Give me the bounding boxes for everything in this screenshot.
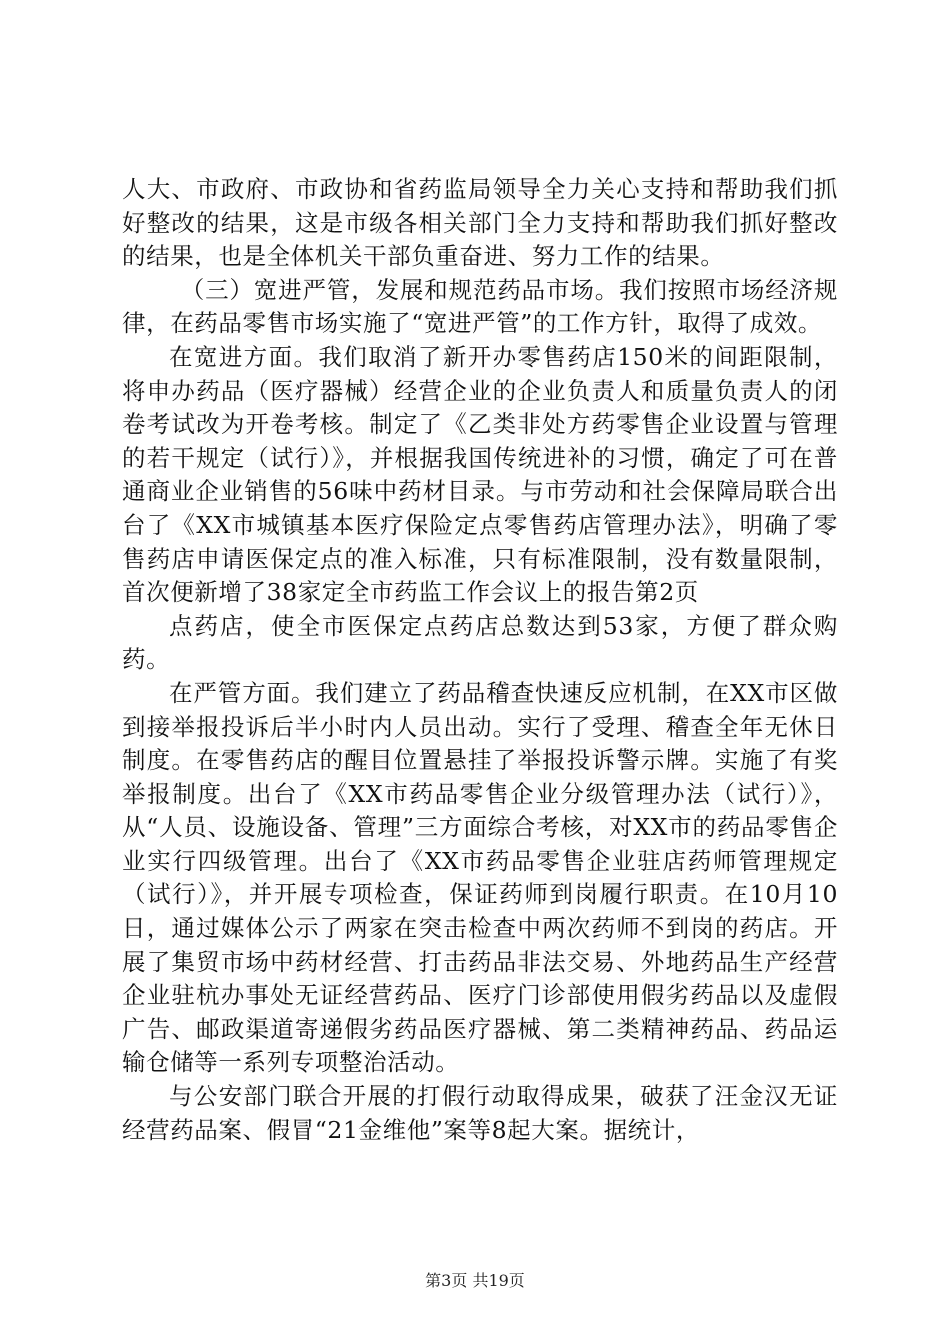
paragraph-pharmacy-total: 点药店，使全市医保定点药店总数达到53家，方便了群众购药。 xyxy=(122,611,838,674)
page-footer: 第3页 共19页 xyxy=(425,1271,525,1290)
paragraph-police-joint-action: 与公安部门联合开展的打假行动取得成果，破获了汪金汉无证经营药品案、假冒“21金维他”案等8起大案。据统计， xyxy=(122,1082,838,1144)
paragraph-section-three: （三）宽进严管，发展和规范药品市场。我们按照市场经济规律，在药品零售市场实施了“宽进严管”的工作方针，取得了成效。 xyxy=(122,275,838,338)
paragraph-loose-entry: 在宽进方面。我们取消了新开办零售药店150米的间距限制，将申办药品（医疗器械）经营企业的企业负责人和质量负责人的闭卷考试改为开卷考核。制定了《乙类非处方药零售企业设置与管理的若干规定（试行）》，并根据我国传统进补的习惯，确定了可在普通商业企业销售的56味中药材目录。与市劳动和社会保障局联合出台了《XX市城镇基本医疗保险定点零售药店管理办法》，明确了零售药店申请医保定点的准入标准，只有标准限制，没有数量限制，首次便新增了38家定全市药监工作会议上的报告第2页 xyxy=(122,342,838,607)
paragraph-continuation: 人大、市政府、市政协和省药监局领导全力关心支持和帮助我们抓好整改的结果，这是市级各相关部门全力支持和帮助我们抓好整改的结果，也是全体机关干部负重奋进、努力工作的结果。 xyxy=(122,175,838,271)
paragraph-strict-management: 在严管方面。我们建立了药品稽查快速反应机制，在XX市区做到接举报投诉后半小时内人员出动。实行了受理、稽查全年无休日制度。在零售药店的醒目位置悬挂了举报投诉警示牌。实施了有奖举报制度。出台了《XX市药品零售企业分级管理办法（试行）》，从“人员、设施设备、管理”三方面综合考核，对XX市的药品零售企业实行四级管理。出台了《XX市药品零售企业驻店药师管理规定（试行）》，并开展专项检查，保证药师到岗履行职责。在10月10日，通过媒体公示了两家在突击检查中两次药师不到岗的药店。开展了集贸市场中药材经营、打击药品非法交易、外地药品生产经营企业驻杭办事处无证经营药品、医疗门诊部使用假劣药品以及虚假广告、邮政渠道寄递假劣药品医疗器械、第二类精神药品、药品运输仓储等一系列专项整治活动。 xyxy=(122,678,838,1077)
document-body xyxy=(122,173,838,1147)
